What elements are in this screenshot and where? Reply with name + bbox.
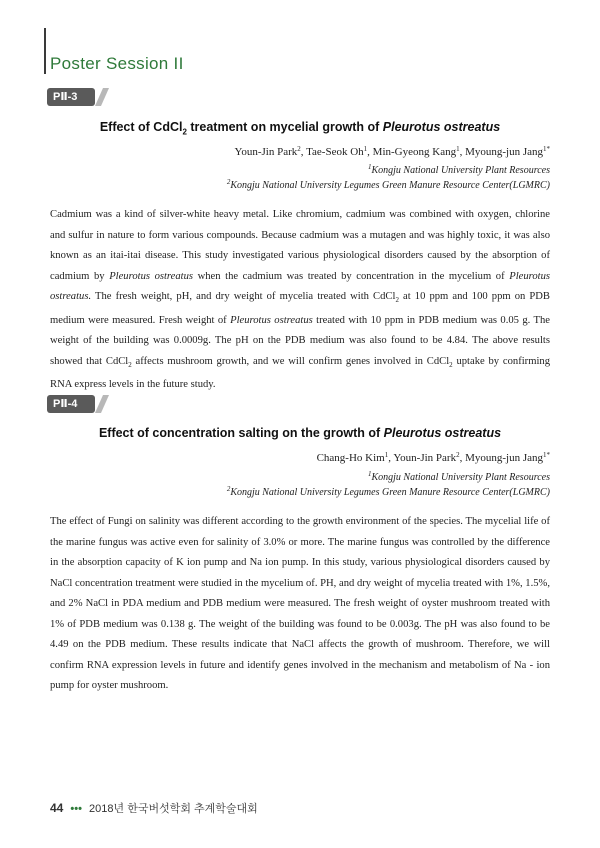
abstract-2: The effect of Fungi on salinity was different according to the growth environment of the species. The mycelial life of the marine fungus was active even for salinity of 3.0% or more. The marine fungus was controlled by the difference in the absorption capacity of K ion pump and Na ion pump. In this study, various physiological disorders caused by NaCl concentration treatment were studied in the mycelium of. PH, and dry weight of mycelia treated with 1%, 1.5%, and 2% NaCl in PDA medium and PDB medium were measured. The fresh weight of oyster mushroom treated with 1% of PDB medium was 0.138 g. The weight of the building was found to be 0.003g. The pH was also found to be 4.49 on the PDB medium. These results indicate that NaCl affects the growth of mushroom. Therefore, we will confirm RNA expression levels in future and identify genes involved in the mechanism and metabolism of Na - ion pump for oyster mushroom.	[50, 516, 550, 691]
tag-label: PⅡ-3	[53, 91, 78, 103]
paper-title-1: Effect of CdCl$_2$ treatment on mycelial growth of Pleurotus ostreatus	[99, 120, 501, 137]
poster-tag-2	[47, 395, 107, 413]
affiliation-2: $^2$Kongju National University Legumes Green Manure Resource Center(LGMRC)	[226, 178, 550, 191]
affiliation-2: $^2$Kongju National University Legumes Green Manure Resource Center(LGMRC)	[226, 485, 550, 498]
page-number: 44	[50, 801, 64, 815]
author-list-1: Youn-Jin Park$^2$, Tae-Seok Oh$^1$, Min-Gyeong Kang$^1$, Myoung-jun Jang$^{1*}$	[234, 145, 550, 158]
page-footer	[50, 800, 258, 816]
paper-title-2: Effect of concentration salting on the growth of Pleurotus ostreatus	[98, 426, 502, 440]
session-title: Poster Session II	[50, 54, 184, 73]
tag-stripe-icon	[95, 88, 109, 106]
poster-tag-1	[47, 88, 107, 106]
author-list-2: Chang-Ho Kim$^1$, Youn-Jin Park$^2$, Myoung-jun Jang$^{1*}$	[316, 451, 550, 464]
tag-stripe-icon	[95, 395, 109, 413]
tag-label: PⅡ-4	[53, 398, 78, 410]
affiliation-1: $^1$Kongju National University Plant Resources	[367, 163, 550, 176]
affiliation-1: $^1$Kongju National University Plant Resources	[367, 470, 550, 483]
abstract-1: Cadmium was a kind of silver-white heavy metal. Like chromium, cadmium was combined with oxygen, chlorine and sulfur in nature to form various compounds. Because cadmium was a mutagen and was highly toxic, it was also known as an itai-itai disease. This study investigated various physiological disorders caused by the absorption of cadmium by Pleurotus ostreatus when the cadmium was treated by concentration in the mycelium of Pleurotus ostreatus. The fresh weight, pH, and dry weight of mycelia treated with CdCl$_2$ at 10 ppm and 100 ppm on PDB medium were measured. Fresh weight of Pleurotus ostreatus treated with 10 ppm in PDB medium was 0.05 g. The weight of the building was 0.0009g. The pH on the PDB medium was also found to be 4.84. The above results showed that CdCl$_2$ affects mushroom growth, and we will confirm genes involved in CdCl$_2$ uptake by confirming RNA express levels in the future study.	[50, 209, 551, 391]
conference-name: 2018년 한국버섯학회 추계학술대회	[89, 803, 258, 815]
session-rule	[44, 28, 46, 74]
footer-dots: •••	[70, 803, 82, 815]
